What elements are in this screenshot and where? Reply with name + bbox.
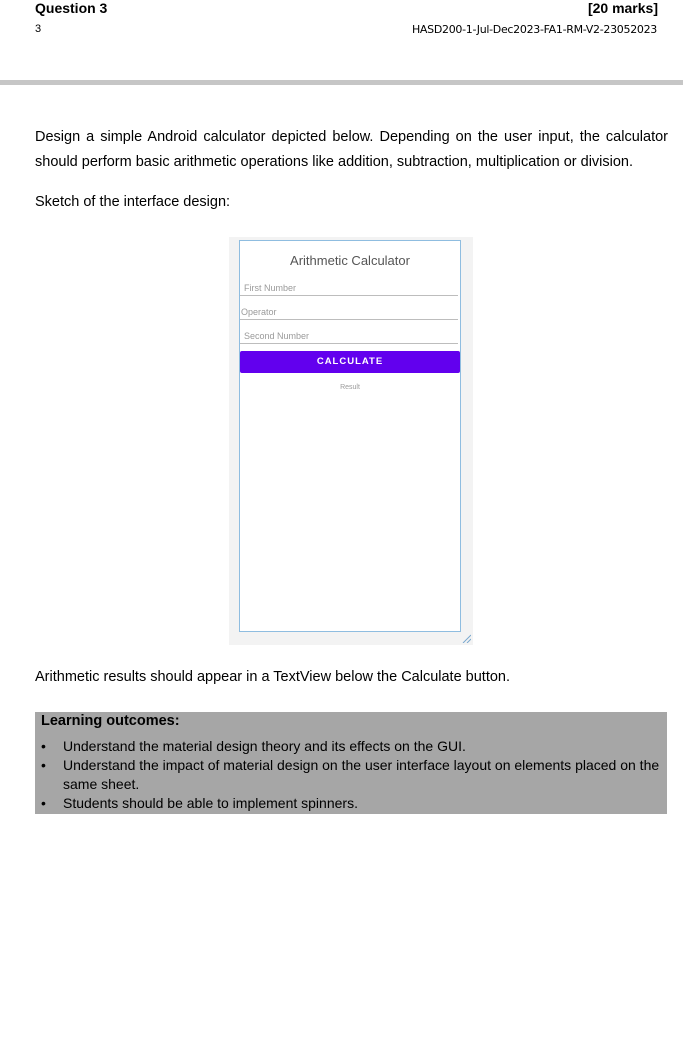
- bullet-icon: •: [41, 757, 46, 773]
- operator-input[interactable]: Operator: [240, 305, 458, 320]
- outcome-text: Students should be able to implement spinners.: [63, 795, 358, 811]
- bullet-icon: •: [41, 795, 46, 811]
- app-title: Arithmetic Calculator: [290, 253, 410, 268]
- learning-outcomes-title: Learning outcomes:: [41, 713, 180, 729]
- list-item: [35, 737, 667, 756]
- calculate-button[interactable]: CALCULATE: [240, 351, 460, 373]
- question-title: Question 3: [35, 0, 108, 16]
- outcome-text: Understand the material design theory and its effects on the GUI.: [63, 738, 466, 754]
- outcome-text: Understand the impact of material design on the user interface layout on elements placed on the same sheet.: [63, 757, 660, 792]
- marks-label: [20 marks]: [587, 0, 658, 16]
- sketch-label: Sketch of the interface design:: [35, 194, 231, 210]
- bullet-icon: •: [41, 738, 46, 754]
- calculator-sketch: [229, 237, 473, 645]
- learning-outcomes-box: [35, 712, 667, 814]
- list-item: [35, 756, 667, 794]
- header-divider: [0, 80, 683, 85]
- phone-screen: [239, 240, 461, 632]
- second-number-input[interactable]: Second Number: [240, 329, 458, 344]
- document-code: HASD200-1-Jul-Dec2023-FA1-RM-V2-23052023: [411, 23, 657, 36]
- question-intro: Design a simple Android calculator depicted below. Depending on the user input, the calculator should perform basic arithmetic operations like addition, subtraction, multiplication or division.: [35, 129, 668, 170]
- list-item: [35, 794, 667, 813]
- learning-outcomes-list: [35, 737, 667, 813]
- page-number: 3: [35, 23, 42, 35]
- resize-grip-icon: [461, 633, 471, 643]
- first-number-input[interactable]: First Number: [240, 281, 458, 296]
- result-textview: Result: [340, 384, 360, 391]
- result-instruction: Arithmetic results should appear in a TextView below the Calculate button.: [35, 669, 511, 685]
